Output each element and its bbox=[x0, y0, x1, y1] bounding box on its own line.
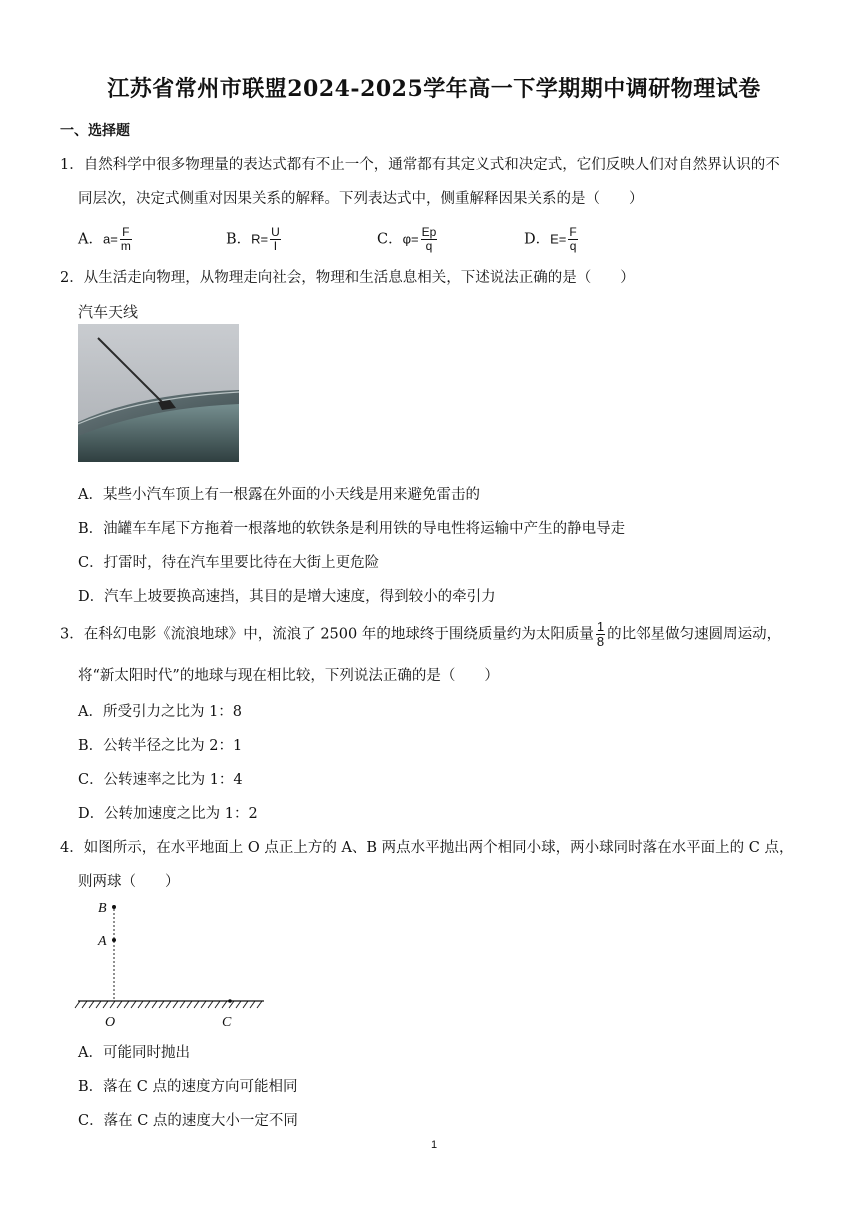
option-label: B． bbox=[226, 231, 252, 248]
formula-lhs: E= bbox=[550, 231, 567, 247]
q3-option-b: B．公转半径之比为 2：1 bbox=[78, 738, 243, 754]
formula-lhs: R= bbox=[251, 231, 269, 247]
option-label: A． bbox=[78, 231, 103, 248]
formula-fraction bbox=[421, 226, 438, 253]
q4-option-a: A．可能同时抛出 bbox=[78, 1045, 190, 1061]
projectile-diagram bbox=[74, 895, 274, 1035]
q1-option-b bbox=[226, 226, 283, 253]
car-antenna-photo bbox=[78, 324, 239, 462]
label-b: B bbox=[98, 901, 107, 916]
fraction-numerator: Ep bbox=[421, 225, 437, 239]
mass-ratio-fraction bbox=[596, 620, 605, 649]
fraction-numerator: F bbox=[569, 225, 577, 239]
q1-stem-line1: 1．自然科学中很多物理量的表达式都有不止一个，通常都有其定义式和决定式，它们反映人们对自然界认识的不 bbox=[60, 157, 780, 173]
fraction-denominator: q bbox=[425, 239, 433, 253]
fraction-numerator: U bbox=[271, 225, 280, 239]
option-label: C． bbox=[377, 231, 403, 248]
q1-option-d bbox=[524, 226, 580, 253]
q3-stem-part2: 的比邻星做匀速圆周运动， bbox=[607, 626, 782, 643]
fraction-denominator: m bbox=[120, 239, 131, 253]
q2-option-d: D．汽车上坡要换高速挡，其目的是增大速度，得到较小的牵引力 bbox=[78, 589, 496, 605]
q3-option-c: C．公转速率之比为 1：4 bbox=[78, 772, 243, 788]
q2-option-c: C．打雷时，待在汽车里要比待在大街上更危险 bbox=[78, 555, 380, 571]
q4-option-b: B．落在 C 点的速度方向可能相同 bbox=[78, 1079, 298, 1095]
q4-option-c: C．落在 C 点的速度大小一定不同 bbox=[78, 1113, 298, 1129]
image-caption: 汽车天线 bbox=[78, 304, 139, 321]
formula-lhs: φ= bbox=[402, 231, 419, 247]
point-b bbox=[112, 905, 116, 909]
q2-option-a: A．某些小汽车顶上有一根露在外面的小天线是用来避免雷击的 bbox=[78, 487, 480, 503]
point-a bbox=[112, 938, 116, 942]
q4-stem-line2: 则两球（ ） bbox=[78, 874, 180, 890]
q1-option-a bbox=[78, 226, 134, 253]
q3-stem-line2: 将“新太阳时代”的地球与现在相比较，下列说法正确的是（ ） bbox=[78, 668, 499, 684]
label-o: O bbox=[105, 1015, 116, 1030]
point-c bbox=[228, 999, 232, 1003]
section-heading: 一、选择题 bbox=[60, 123, 130, 139]
page-title: 江苏省常州市联盟2024-2025学年高一下学期期中调研物理试卷 bbox=[107, 76, 761, 102]
fraction-denominator: 8 bbox=[596, 634, 605, 649]
q1-stem-line2: 同层次，决定式侧重对因果关系的解释。下列表达式中，侧重解释因果关系的是（ ） bbox=[78, 191, 644, 207]
q3-stem-part1: 3．在科幻电影《流浪地球》中，流浪了 2500 年的地球终于围绕质量约为太阳质量 bbox=[60, 626, 594, 643]
formula-fraction bbox=[568, 226, 577, 253]
label-c: C bbox=[222, 1015, 232, 1030]
ground-hatching bbox=[75, 1001, 262, 1008]
q2-option-b: B．油罐车车尾下方拖着一根落地的软铁条是利用铁的导电性将运输中产生的静电导走 bbox=[78, 521, 626, 537]
formula-fraction bbox=[270, 226, 281, 253]
formula-lhs: a= bbox=[102, 231, 118, 247]
fraction-denominator: q bbox=[569, 239, 577, 253]
formula-fraction bbox=[120, 226, 132, 253]
label-a: A bbox=[98, 934, 107, 949]
fraction-numerator: 1 bbox=[596, 619, 605, 634]
page-number: 1 bbox=[430, 1139, 438, 1151]
q3-option-a: A．所受引力之比为 1：8 bbox=[78, 704, 243, 720]
fraction-denominator: I bbox=[273, 239, 278, 253]
q1-option-c bbox=[377, 226, 439, 253]
option-label: D． bbox=[524, 231, 551, 248]
fraction-numerator: F bbox=[120, 226, 132, 240]
q4-stem-line1: 4．如图所示，在水平地面上 O 点正上方的 A、B 两点水平抛出两个相同小球，两小球同时落在水平面上的 C 点， bbox=[60, 840, 794, 856]
q3-stem-line1 bbox=[60, 620, 781, 649]
q2-stem: 2．从生活走向物理，从物理走向社会，物理和生活息息相关，下述说法正确的是（ ） bbox=[60, 270, 635, 286]
q3-option-d: D．公转加速度之比为 1：2 bbox=[78, 806, 258, 822]
